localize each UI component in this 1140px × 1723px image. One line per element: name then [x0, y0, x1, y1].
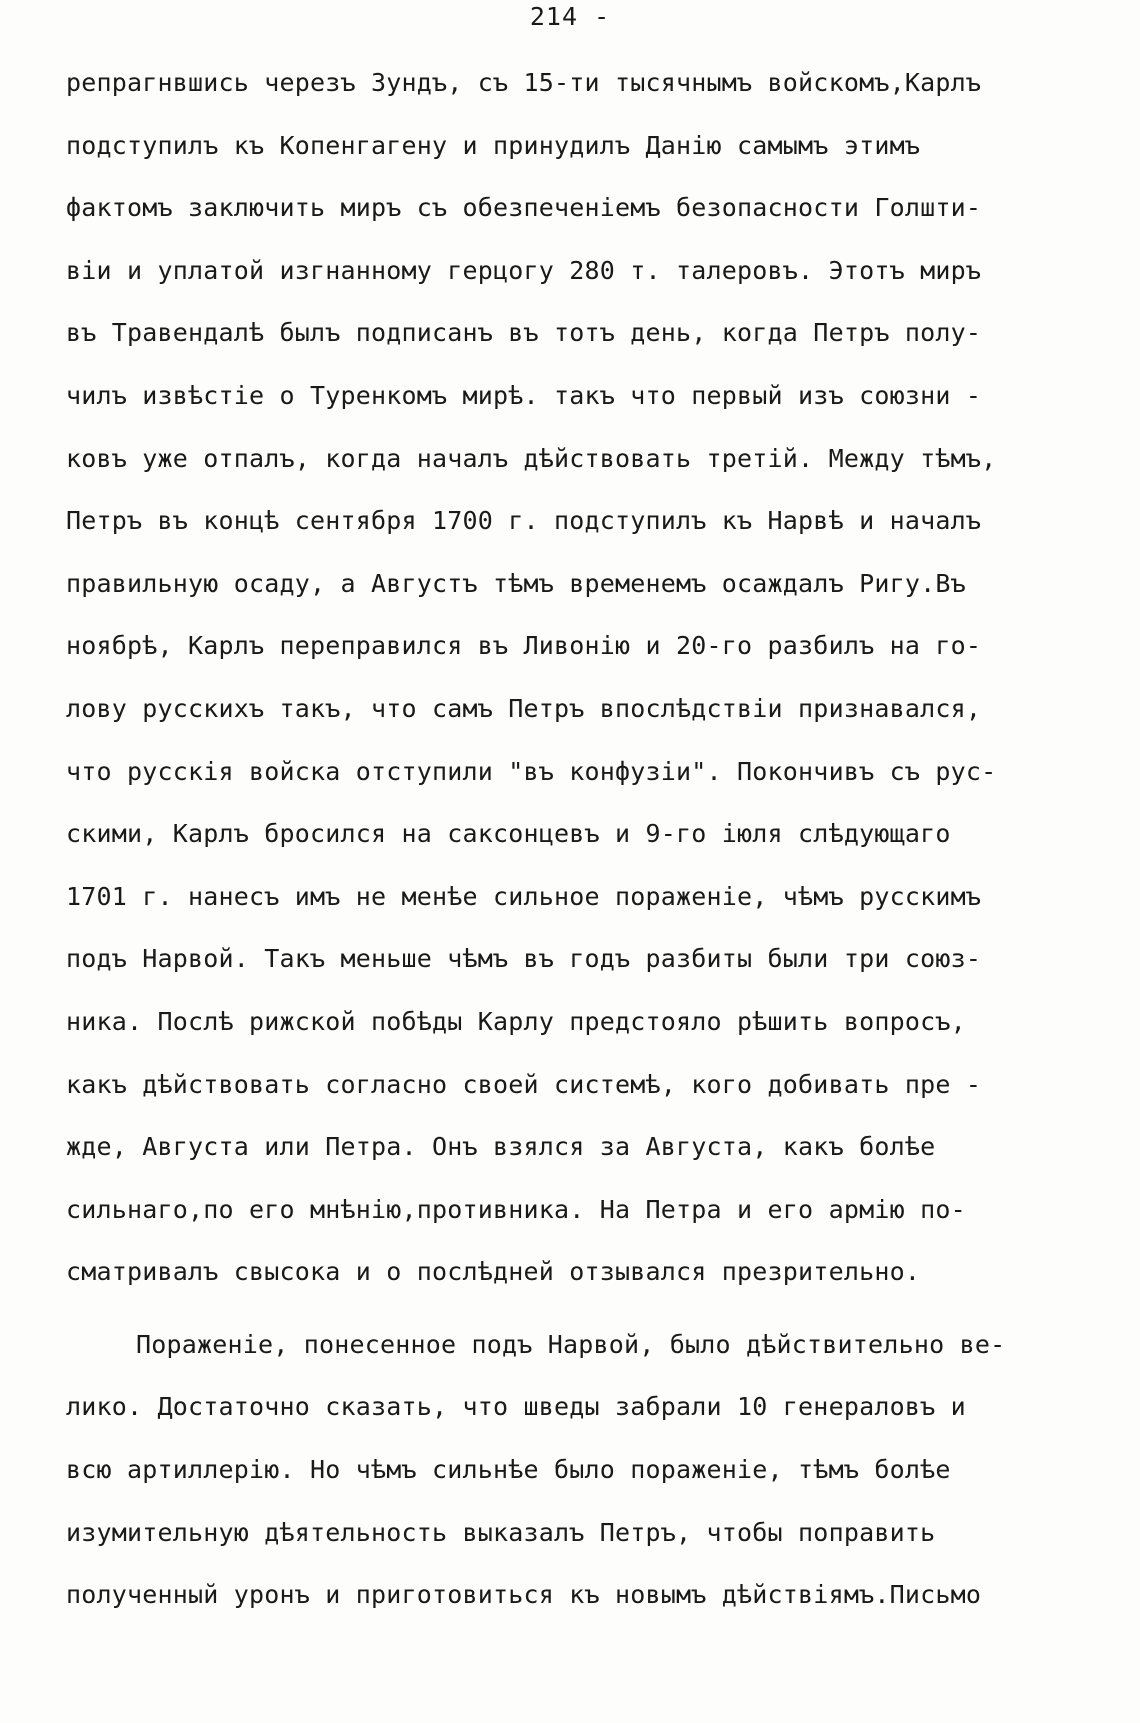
text-line: сильнаго,по его мнѣнію,противника. На Петра и его армію по-	[66, 1194, 966, 1224]
text-line: лико. Достаточно сказать, что шведы забрали 10 генераловъ и	[66, 1392, 966, 1422]
text-line: всю артиллерію. Но чѣмъ сильнѣе было пораженіе, тѣмъ болѣе	[66, 1455, 951, 1485]
page-number: 214 -	[529, 2, 611, 31]
text-line: подступилъ къ Копенгагену и принудилъ Данію самымъ этимъ	[66, 130, 921, 160]
text-line: ника. Послѣ рижской побѣды Карлу предстояло рѣшить вопросъ,	[66, 1006, 966, 1036]
text-line: чилъ извѣстіе о Туренкомъ мирѣ. такъ что первый изъ союзни -	[66, 380, 982, 410]
text-line: ноябрѣ, Карлъ переправился въ Ливонію и 20-го разбилъ на го-	[66, 631, 982, 661]
text-line: сматривалъ свысока и о послѣдней отзывался презрительно.	[66, 1257, 921, 1287]
body-text	[66, 52, 1086, 1627]
text-line: полученный уронъ и приготовиться къ новымъ дѣйствіямъ.Письмо	[66, 1580, 982, 1610]
text-line: въ Травендалѣ былъ подписанъ въ тотъ день, когда Петръ полу-	[66, 318, 982, 348]
text-line: віи и уплатой изгнанному герцогу 280 т. талеровъ. Этотъ миръ	[66, 255, 982, 285]
text-line: лову русскихъ такъ, что самъ Петръ впослѣдствіи признавался,	[66, 693, 982, 723]
text-line: подъ Нарвой. Такъ меньше чѣмъ въ годъ разбиты были три союз-	[66, 944, 982, 974]
text-line: ковъ уже отпалъ, когда началъ дѣйствовать третій. Между тѣмъ,	[66, 443, 997, 473]
text-line: что русскія войска отступили "въ конфузіи". Покончивъ съ рус-	[66, 756, 997, 786]
text-line: изумительную дѣятельность выказалъ Петръ, чтобы поправить	[66, 1517, 936, 1547]
text-line: правильную осаду, а Августъ тѣмъ временемъ осаждалъ Ригу.Въ	[66, 568, 966, 598]
paragraph-first-line: Пораженіе, понесенное подъ Нарвой, было дѣйствительно ве-	[136, 1329, 1006, 1359]
text-line: Петръ въ концѣ сентября 1700 г. подступилъ къ Нарвѣ и началъ	[66, 506, 982, 536]
text-line: 1701 г. нанесъ имъ не менѣе сильное пораженіе, чѣмъ русскимъ	[66, 881, 982, 911]
text-line: фактомъ заключить миръ съ обезпеченіемъ безопасности Голшти-	[66, 193, 982, 223]
text-line: репрагнвшись черезъ Зундъ, съ 15-ти тысячнымъ войскомъ,Карлъ	[66, 68, 982, 97]
text-line: скими, Карлъ бросился на саксонцевъ и 9-го іюля слѣдующаго	[66, 819, 951, 849]
text-line: жде, Августа или Петра. Онъ взялся за Августа, какъ болѣе	[66, 1132, 936, 1162]
text-line: какъ дѣйствовать согласно своей системѣ, кого добивать пре -	[66, 1069, 982, 1099]
